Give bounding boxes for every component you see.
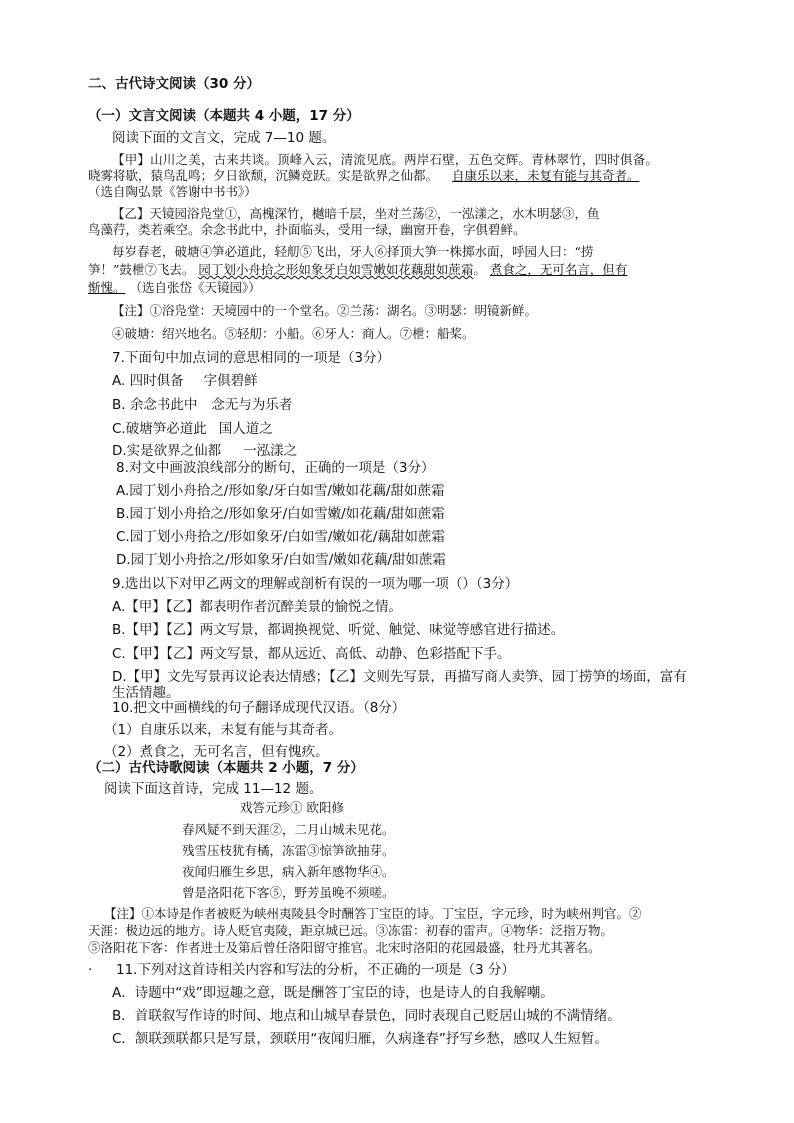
poem-notes-line1: 【注】①本诗是作者被贬为峡州夷陵县令时酬答丁宝臣的诗。丁宝臣，字元珍，时为峡州判官。②: [104, 906, 642, 921]
passage-yi-line3: 每岁春老，破塘④笋必道此，轻舠⑤飞出，牙人⑥择顶大笋一株掷水面，呼园人曰：“捞: [112, 244, 594, 259]
passage-yi-line5: [88, 280, 261, 295]
notes-line1: 【注】①浴凫堂：天境园中的一个堂名。②兰荡：湖名。③明瑟：明镜新鲜。: [112, 303, 538, 318]
passage-yi-underlined-end: 惭愧。: [88, 280, 126, 295]
q9-option-b: B.【甲】【乙】两文写景，都调换视觉、听觉、触觉、味觉等感官进行描述。: [112, 622, 565, 638]
passage-jia-source: （选自陶弘景《答谢中书书》）: [88, 184, 257, 199]
poem-line-2: 残雪压枝犹有橘，冻雷③惊笋欲抽芽。: [182, 843, 395, 858]
q7-stem: 7.下面句中加点词的意思相同的一项是（3分）: [112, 350, 390, 366]
passage-yi-period: 。: [473, 262, 486, 277]
q9-stem: 9.选出以下对甲乙两文的理解或剖析有误的一项为哪一项（）（3分）: [112, 576, 519, 592]
q10-stem: 10.把文中画横线的句子翻译成现代汉语。（8分）: [112, 700, 406, 716]
passage-yi-text: 笋！”鼓枻⑦飞去。: [88, 262, 195, 277]
q10-item-1: （1）自康乐以来，未复有能与其奇者。: [104, 722, 343, 738]
poem-notes-line2: 天涯：极边远的地方。诗人贬官夷陵，距京城已远。③冻雷：初春的雷声。④物华：泛指万物。: [88, 923, 614, 938]
q8-stem: 8.对文中画波浪线部分的断句，正确的一项是（3分）: [116, 460, 435, 476]
part2-heading: （二）古代诗歌阅读（本题共 2 小题，7 分）: [88, 760, 364, 776]
passage-yi-wavy-underlined: 园丁划小舟拾之形如象牙白如雪嫩如花藕甜如蔗霜: [198, 262, 474, 277]
passage-jia-line2: [88, 168, 640, 183]
q11-marker: ·: [88, 962, 93, 978]
q7-option-b-right: 念无与为乐者: [211, 397, 293, 413]
q8-option-a: A.园丁划小舟拾之/形如象/牙白如雪/嫩如花藕/甜如蔗霜: [116, 483, 445, 499]
q9-option-d-continued: 生活情趣。: [112, 685, 180, 701]
q9-option-d: D.【甲】文先写景再议论表达情感；【乙】文则先写景，再描写商人卖笋、园丁捞笋的场面，富有: [112, 669, 687, 685]
poem-line-3: 夜闻归雁生乡思，病入新年感物华④。: [182, 864, 395, 879]
passage-jia-underlined-sentence: 自康乐以来，未复有能与其奇者。: [452, 168, 640, 183]
passage-yi-line1: 【乙】天镜园浴凫堂①，高槐深竹，樾暗千层，坐对兰荡②，一泓漾之，水木明瑟③，鱼: [112, 206, 600, 221]
q11-stem: 11.下列对这首诗相关内容和写法的分析，不正确的一项是（3 分）: [116, 962, 515, 978]
q11-option-b: B．首联叙写作诗的时间、地点和山城早春景色，同时表现自己贬居山城的不满情绪。: [112, 1008, 621, 1024]
notes-line2: ④破塘：绍兴地名。⑤轻舠：小船。⑥牙人：商人。⑦枻：船桨。: [112, 326, 475, 341]
q11-option-c: C．颔联颈联都只是写景，颈联用“夜闻归雁，久病逢春”抒写乡愁，感叹人生短暂。: [112, 1031, 608, 1047]
q7-option-c-left: C.破塘笋必道此: [112, 421, 207, 437]
passage-jia-text: 晓雾将歇，猿鸟乱鸣；夕日欲颓，沉鳞竞跃。实是欲界之仙都。: [88, 168, 439, 183]
q8-option-d: D.园丁划小舟拾之/形如象牙/白如雪/嫩如花藕/甜如蔗霜: [116, 552, 446, 568]
poem-line-1: 春风疑不到天涯②，二月山城未见花。: [182, 822, 395, 837]
q11-option-a: A．诗题中“戏”即逗趣之意，既是酬答丁宝臣的诗，也是诗人的自我解嘲。: [112, 985, 554, 1001]
q9-option-c: C.【甲】【乙】两文写景，都从远近、高低、动静、色彩搭配下手。: [112, 646, 511, 662]
q7-option-b: [112, 397, 292, 413]
poem-notes-line3: ⑤洛阳花下客：作者进士及第后曾任洛阳留守推官。北宋时洛阳的花园最盛，牡丹尤其著名。: [88, 940, 601, 955]
q7-option-c: [112, 421, 273, 437]
q7-option-a-left: A. 四时俱备: [112, 373, 184, 389]
q7-option-a-right: 字俱碧鲜: [203, 373, 258, 389]
passage-yi-line4: [88, 262, 627, 277]
q8-option-c: C.园丁划小舟拾之/形如象牙/白如雪/嫩如花/藕甜如蔗霜: [116, 529, 445, 545]
q9-option-a: A.【甲】【乙】都表明作者沉醉美景的愉悦之情。: [112, 599, 403, 615]
section-title: 二、古代诗文阅读（30 分）: [88, 76, 260, 92]
q7-option-d-right: 一泓漾之: [243, 443, 298, 459]
poem-line-4: 曾是洛阳花下客⑤，野芳虽晚不须嗟。: [182, 885, 395, 900]
q7-option-c-right: 国人道之: [218, 421, 273, 437]
q8-option-b: B.园丁划小舟拾之/形如象牙/白如雪嫩/如花藕/甜如蔗霜: [116, 506, 445, 522]
passage-jia-line1: 【甲】山川之美，古来共谈。顶峰入云，清流见底。两岸石壁，五色交辉。青林翠竹，四时俱备。: [112, 152, 659, 167]
passage-yi-source: （选自张岱《天镜园》）: [129, 280, 261, 295]
q7-option-a: [112, 373, 258, 389]
poem-title: 戏答元珍① 欧阳修: [240, 800, 344, 815]
part1-heading: （一）文言文阅读（本题共 4 小题，17 分）: [88, 108, 360, 124]
q10-item-2: （2）煮食之，无可名言，但有愧疚。: [104, 744, 329, 760]
passage-yi-line2: 鸟藻荇，类若乘空。余念书此中，扑面临头，受用一绿，幽窗开卷，字俱碧鲜。: [88, 222, 526, 237]
q7-option-b-left: B. 余念书此中: [112, 397, 198, 413]
q7-option-d: [112, 443, 297, 459]
q7-option-d-left: D.实是欲界之仙都: [112, 443, 222, 459]
passage-yi-underlined-sentence: 煮食之，无可名言，但有: [489, 262, 628, 277]
part1-instruction: 阅读下面的文言文，完成 7—10 题。: [112, 130, 336, 146]
part2-instruction: 阅读下面这首诗，完成 11—12 题。: [104, 781, 323, 797]
